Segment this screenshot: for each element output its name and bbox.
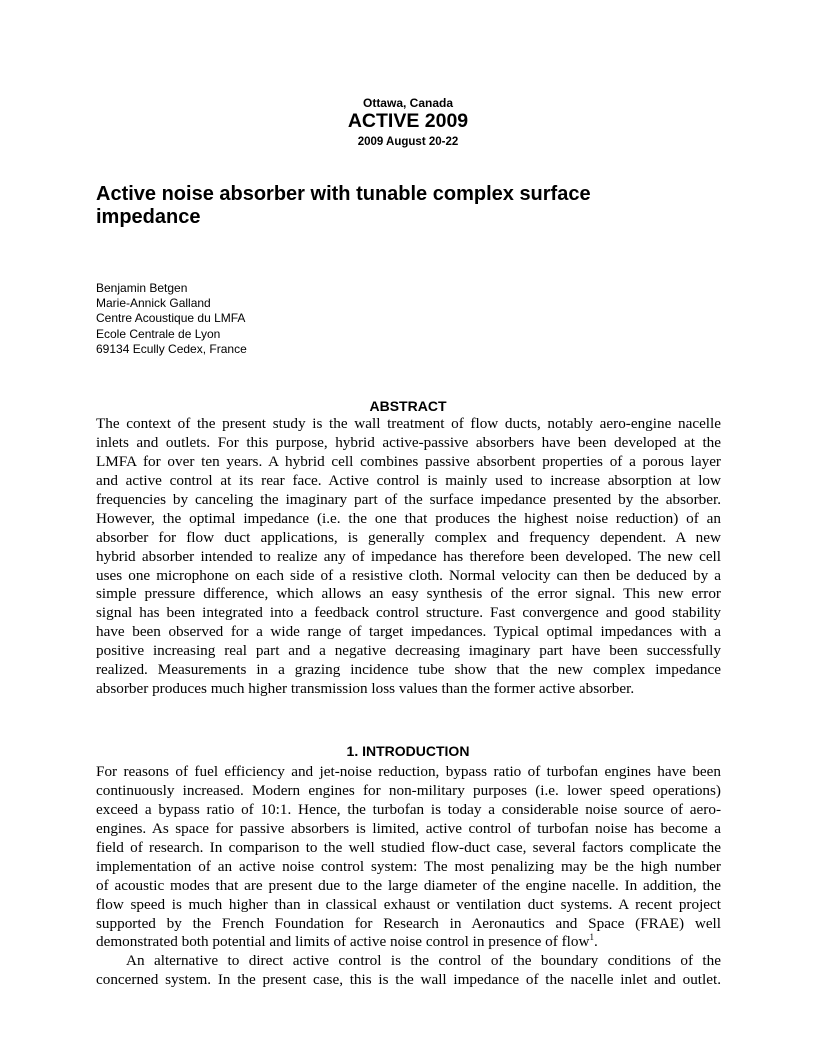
abstract-line: have been observed for a wide range of target impedances. Typical optimal impedances with a — [96, 623, 721, 641]
affiliation-line: Centre Acoustique du LMFA — [96, 311, 246, 326]
introduction-heading: 1. INTRODUCTION — [346, 743, 470, 759]
introduction-line — [96, 933, 721, 952]
footnote-reference[interactable]: 1 — [589, 932, 594, 943]
sentence-end: . — [593, 933, 598, 951]
abstract-line: simple pressure difference, which allows an easy synthesis of the error signal. This new error — [96, 585, 721, 603]
author-block — [96, 281, 247, 357]
abstract-line: LMFA for over ten years. A hybrid cell combines passive absorbent properties of a porous layer — [96, 452, 721, 470]
introduction-line: supported by the French Foundation for Research in Aeronautics and Space (FRAE) well — [96, 914, 721, 932]
introduction-line: An alternative to direct active control is the control of the boundary conditions of the — [126, 952, 721, 970]
introduction-line: continuously increased. Modern engines for non-military purposes (i.e. lower speed operations) — [96, 781, 721, 799]
abstract-line: realized. Measurements in a grazing incidence tube show that the new complex impedance — [96, 661, 721, 679]
abstract-line: signal has been integrated into a feedback control structure. Fast convergence and good stability — [96, 604, 721, 622]
author-name: Benjamin Betgen — [96, 281, 188, 295]
conference-location: Ottawa, Canada — [362, 96, 454, 110]
abstract-line: absorber produces much higher transmission loss values than the former active absorber. — [96, 680, 635, 698]
abstract-line: positive increasing real part and a negative decreasing imaginary part have been successfully — [96, 642, 721, 660]
abstract-line: and active control at its rear face. Active control is mainly used to increase absorption at low — [96, 471, 721, 489]
introduction-line: concerned system. In the present case, this is the wall impedance of the nacelle inlet and outlet. — [96, 971, 721, 989]
introduction-line: implementation of an active noise control system: The most penalizing may be the high number — [96, 857, 721, 875]
conference-date: 2009 August 20-22 — [357, 136, 459, 148]
paper-title-line: Active noise absorber with tunable complex surface — [96, 183, 591, 205]
introduction-line: flow speed is much higher than in classical exhaust or ventilation duct systems. A recent project — [96, 895, 721, 913]
abstract-heading: ABSTRACT — [369, 398, 447, 414]
abstract-body — [96, 415, 721, 699]
abstract-line: frequencies by canceling the imaginary part of the surface impedance presented by the absorber. — [96, 490, 721, 508]
author-name: Marie-Annick Galland — [96, 296, 211, 311]
abstract-line: inlets and outlets. For this purpose, hybrid active-passive absorbers have been developed at the — [96, 433, 721, 451]
abstract-line: absorber for flow duct applications, is generally complex and frequency dependent. A new — [96, 528, 721, 546]
affiliation-line: Ecole Centrale de Lyon — [96, 326, 221, 341]
introduction-line: engines. As space for passive absorbers is limited, active control of turbofan noise has become a — [96, 819, 721, 837]
paper-title-line: impedance — [96, 206, 201, 228]
affiliation-address: 69134 Ecully Cedex, France — [96, 341, 247, 356]
introduction-line: field of research. In comparison to the well studied flow-duct case, several factors complicate the — [96, 838, 721, 856]
paper-title — [96, 183, 736, 229]
abstract-line: hybrid absorber intended to realize any of impedance has therefore been developed. The new cell — [96, 547, 721, 565]
abstract-line: The context of the present study is the wall treatment of flow ducts, notably aero-engine nacelle — [96, 415, 721, 432]
introduction-body — [96, 763, 721, 990]
introduction-line-text: demonstrated both potential and limits of active noise control in presence of flow — [96, 933, 590, 951]
introduction-line: of acoustic modes that are present due to the large diameter of the engine nacelle. In addition, the — [96, 876, 721, 894]
introduction-line: exceed a bypass ratio of 10:1. Hence, the turbofan is today a considerable noise source of aero- — [96, 800, 721, 818]
conference-name: ACTIVE 2009 — [347, 110, 469, 132]
introduction-line: For reasons of fuel efficiency and jet-noise reduction, bypass ratio of turbofan engines have been — [96, 763, 721, 780]
abstract-line: uses one microphone on each side of a resistive cloth. Normal velocity can then be deduced by a — [96, 566, 721, 584]
abstract-line: However, the optimal impedance (i.e. the one that produces the highest noise reduction) of an — [96, 509, 721, 527]
